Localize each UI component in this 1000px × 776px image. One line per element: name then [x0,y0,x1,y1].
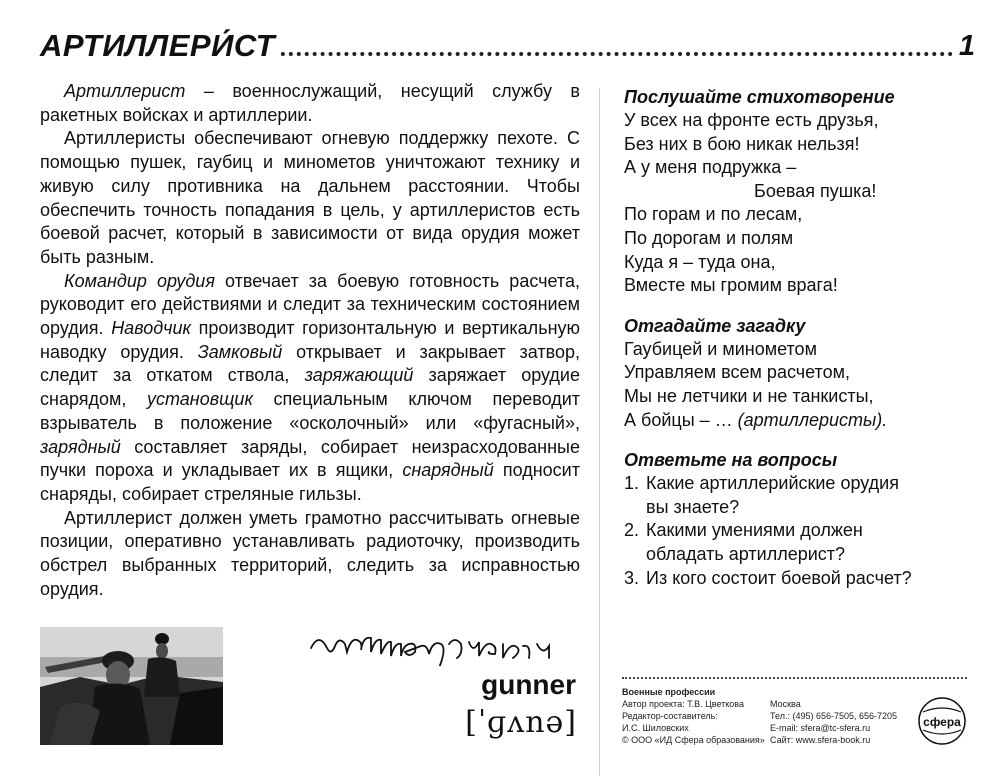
page-header [40,27,975,67]
credit-copyright: © ООО «ИД Сфера образования» [622,735,765,745]
poem-heading: Послушайте стихотворение [624,87,895,107]
riddle-line: Управляем всем расчетом, [624,362,850,383]
paragraph-definition [40,80,580,127]
credit-city: Москва [770,699,801,709]
questions-list [624,472,964,590]
term: Артиллерист [64,81,186,101]
question-text: Из кого состоит боевой расчет? [646,567,912,588]
poem-line: У всех на фронте есть друзья, [624,110,879,130]
column-divider [599,88,600,776]
profession-description [40,80,580,601]
term: установщик [147,389,253,410]
question-number: 3. [624,567,640,588]
question-text: Какие артиллерийские орудия вы знаете? [646,473,899,517]
term: Наводчик [111,318,191,339]
question-number: 1. [624,473,640,494]
logo-text: сфера [923,715,961,729]
sfera-logo [917,696,967,746]
transcription: [ˈɡʌnə] [465,705,577,740]
term: снарядный [402,460,494,481]
soldiers-photo [40,627,223,745]
poem-line: Боевая пушка! [754,180,877,201]
riddle-line: Мы не летчики и не танкисты, [624,385,874,406]
credit-editor: И.С. Шиловских [622,723,689,733]
credits-dot-leader [622,677,967,679]
credit-author: Автор проекта: Т.В. Цветкова [622,699,744,709]
page-number: 1 [958,30,975,62]
poem-line: А у меня подружка – [624,157,797,178]
question-text: Какими умениями должен обладать артиллерист? [646,520,863,564]
credit-email: E-mail: sfera@tc-sfera.ru [770,723,871,733]
paragraph-crew [40,270,580,507]
series-title: Военные профессии [622,687,716,697]
riddle-heading: Отгадайте загадку [624,315,806,336]
paragraph-text: производит горизонтальную и вертикальную наводку орудия. [40,318,581,362]
riddle-answer: (артиллеристы). [737,409,888,430]
poem-line: Без них в бою никак нельзя! [624,133,860,154]
poem [624,109,964,298]
poem-line: Куда я – туда она, [624,251,776,272]
paragraph-text: специальным ключом переводит взрыватель в положение «осколочный» или «фугасный», [40,389,580,433]
poem-line: По горам и по лесам, [624,204,803,225]
credits-block [622,686,922,746]
paragraph-text: отвечает за боевую готовность расчета, руководит его действиями и следит за техническим состоянием орудия. [40,270,580,339]
term: Замковый [197,341,283,362]
question-item [624,519,964,566]
activities-column [624,85,964,590]
riddle-line: Гаубицей и минометом [624,338,817,359]
page-title: АРТИЛЛЕРИ́СТ [40,27,281,65]
term: зарядный [40,436,121,457]
question-item [624,472,964,519]
paragraph-duties: Артиллеристы обеспечивают огневую поддержку пехоте. С помощью пушек, гаубиц и минометов уничтожают технику и живую силу противника на дальнем расстоянии. Чтобы обеспечить точность попадания в цель, у артиллеристов есть боевой расчет, который в зависимости от вида орудия может быть разным. [40,128,580,267]
question-number: 2. [624,520,640,541]
riddle-text: А бойцы – … [624,409,738,430]
cursive-word-artillerist [305,618,580,666]
riddle [624,338,964,432]
riddle-line [624,409,964,433]
term: заряжающий [304,365,414,386]
questions-heading: Ответьте на вопросы [624,450,838,471]
credit-phone: Тел.: (495) 656-7505, 656-7205 [770,711,898,721]
paragraph-skills: Артиллерист должен уметь грамотно рассчитывать огневые позиции, оперативно устанавливать радиоточку, производить обстрел выбранных территорий, следить за исправностью орудия. [40,507,580,599]
paragraph-text: составляет заряды, собирает неизрасходованные пучки пороха и укладывает их в ящики, [40,436,580,481]
paragraph-text: заряжает орудие снарядом, [40,365,580,410]
credit-editor-label: Редактор-составитель: [622,711,718,721]
credit-site: Сайт: www.sfera-book.ru [770,735,871,745]
poem-line: Вместе мы громим врага! [624,275,838,296]
header-dot-leader [265,52,953,56]
paragraph-text: – военнослужащий, несущий службу в ракетных войсках и артиллерии. [40,81,580,125]
english-word: gunner [481,669,576,700]
term: Командир орудия [64,270,215,291]
paragraph-text: открывает и закрывает затвор, следит за откатом ствола, [40,341,580,386]
paragraph-text: подносит снаряды, собирает стреляные гильзы. [40,460,580,504]
poem-line: По дорогам и полям [624,227,794,248]
question-item [624,567,964,591]
